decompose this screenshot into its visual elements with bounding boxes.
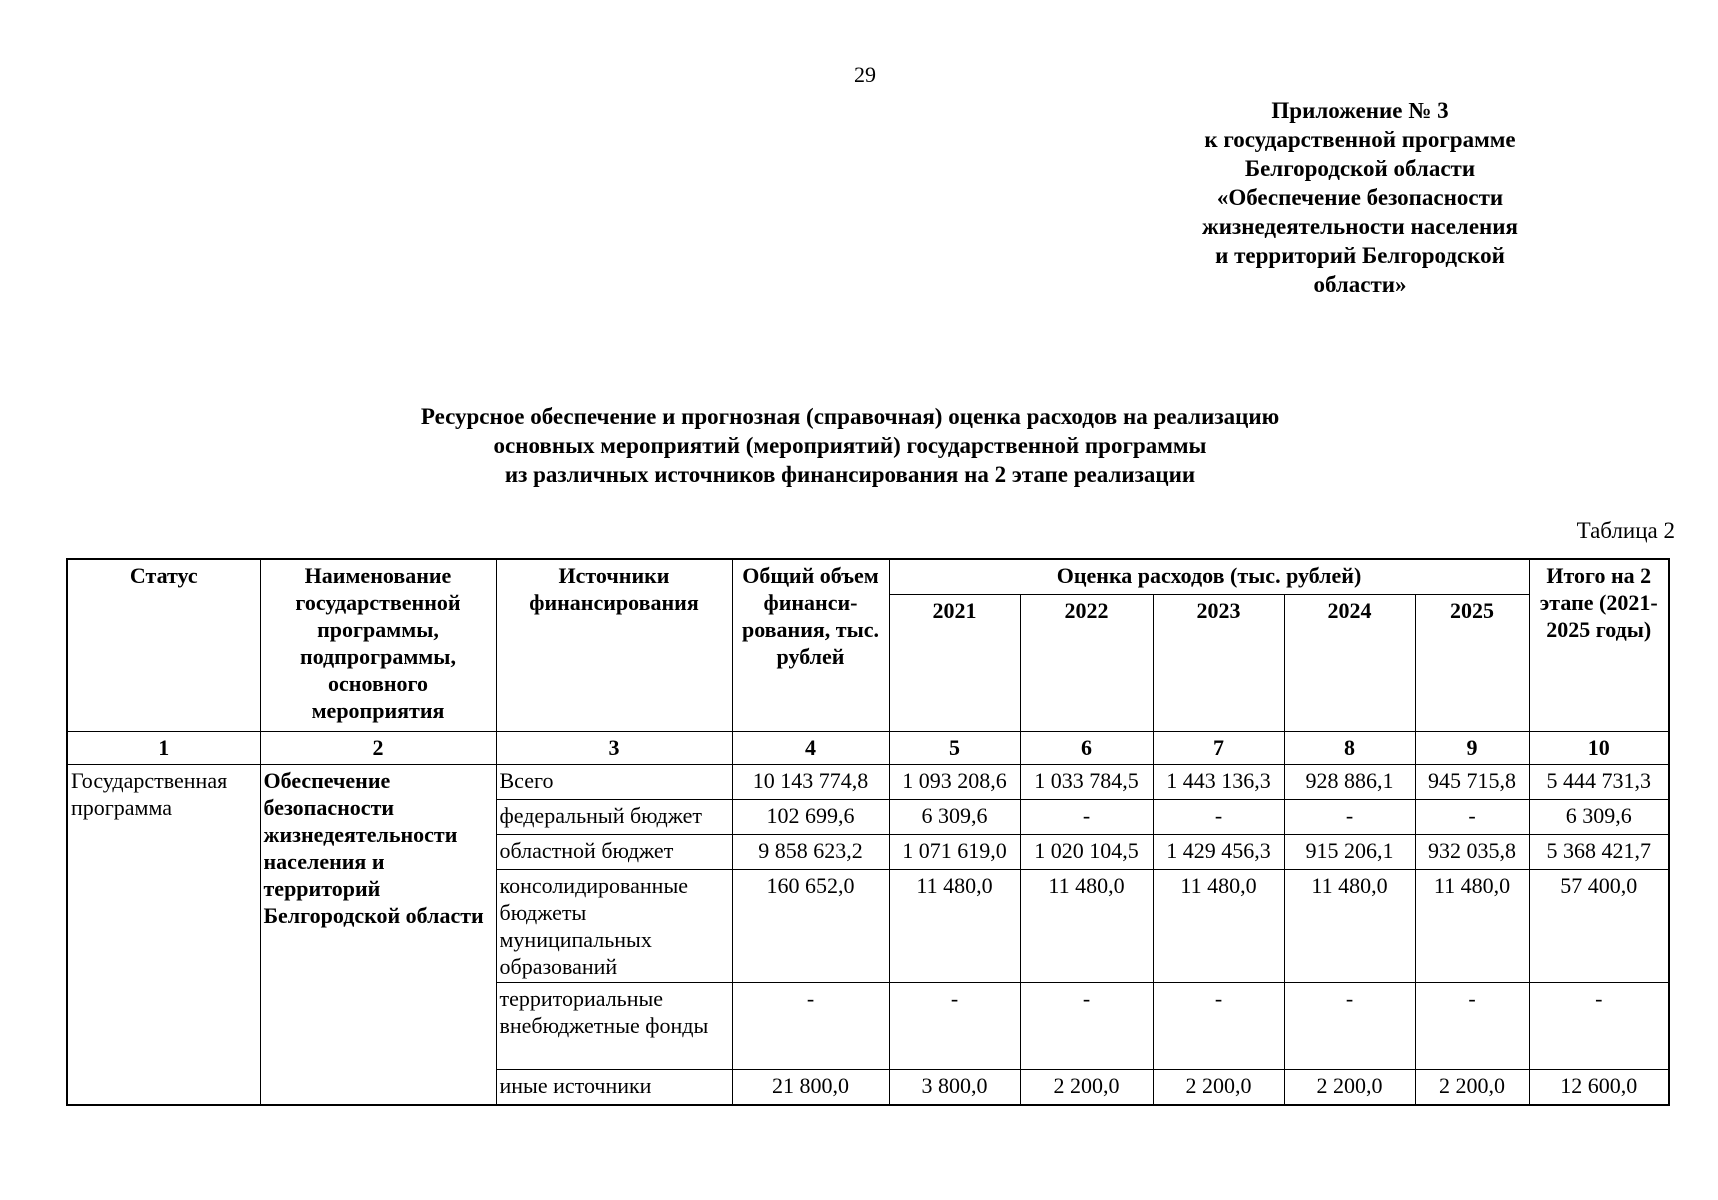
value-cell: 11 480,0 (1153, 870, 1284, 983)
value-cell: 11 480,0 (1020, 870, 1153, 983)
title-line: Ресурсное обеспечение и прогнозная (справочная) оценка расходов на реализацию (420, 404, 1280, 429)
appendix-header (1150, 96, 1570, 299)
header-year: 2022 (1020, 595, 1153, 732)
value-cell: - (1284, 983, 1415, 1070)
source-cell: федеральный бюджет (496, 800, 732, 835)
column-number: 5 (889, 732, 1020, 765)
value-cell: 57 400,0 (1529, 870, 1669, 983)
appendix-line: жизнедеятельности населения (1202, 214, 1518, 239)
column-number: 1 (67, 732, 260, 765)
table-row (67, 765, 1669, 800)
column-number: 4 (732, 732, 889, 765)
value-cell: 5 444 731,3 (1529, 765, 1669, 800)
value-cell: 6 309,6 (1529, 800, 1669, 835)
document-title (200, 402, 1500, 489)
value-cell: 1 071 619,0 (889, 835, 1020, 870)
value-cell: 2 200,0 (1020, 1070, 1153, 1106)
value-cell: 1 429 456,3 (1153, 835, 1284, 870)
value-cell: 160 652,0 (732, 870, 889, 983)
header-name: Наименование государственной программы, подпрограммы, основного мероприятия (260, 559, 496, 732)
title-line: из различных источников финансирования на 2 этапе реализации (504, 462, 1196, 487)
value-cell: 2 200,0 (1153, 1070, 1284, 1106)
value-cell: 10 143 774,8 (732, 765, 889, 800)
value-cell: 2 200,0 (1284, 1070, 1415, 1106)
column-numbers-row (67, 732, 1669, 765)
value-cell: - (1284, 800, 1415, 835)
value-cell: - (1415, 983, 1529, 1070)
value-cell: 11 480,0 (1415, 870, 1529, 983)
table-label: Таблица 2 (1576, 518, 1675, 543)
value-cell: 11 480,0 (1284, 870, 1415, 983)
column-number: 6 (1020, 732, 1153, 765)
header-sources: Источники финансирования (496, 559, 732, 732)
header-year: 2024 (1284, 595, 1415, 732)
appendix-line: Приложение № 3 (1271, 98, 1449, 123)
header-year: 2023 (1153, 595, 1284, 732)
value-cell: 12 600,0 (1529, 1070, 1669, 1106)
value-cell: 928 886,1 (1284, 765, 1415, 800)
source-cell: территориальные внебюджетные фонды (496, 983, 732, 1070)
value-cell: - (1153, 800, 1284, 835)
value-cell: 21 800,0 (732, 1070, 889, 1106)
source-cell: иные источники (496, 1070, 732, 1106)
value-cell: 1 033 784,5 (1020, 765, 1153, 800)
source-cell: областной бюджет (496, 835, 732, 870)
source-cell: Всего (496, 765, 732, 800)
value-cell: 3 800,0 (889, 1070, 1020, 1106)
value-cell: - (732, 983, 889, 1070)
program-name-cell: Обеспечение безопасности жизнедеятельности населения и территорий Белгородской области (260, 765, 496, 1106)
header-year: 2021 (889, 595, 1020, 732)
page-number: 29 (854, 62, 876, 87)
source-cell: консолидированные бюджеты муниципальных образований (496, 870, 732, 983)
value-cell: 915 206,1 (1284, 835, 1415, 870)
value-cell: 9 858 623,2 (732, 835, 889, 870)
column-number: 7 (1153, 732, 1284, 765)
appendix-line: области» (1313, 272, 1407, 297)
value-cell: 1 443 136,3 (1153, 765, 1284, 800)
column-number: 9 (1415, 732, 1529, 765)
value-cell: - (1153, 983, 1284, 1070)
status-cell: Государственная программа (67, 765, 260, 1106)
appendix-line: и территорий Белгородской (1215, 243, 1505, 268)
header-status: Статус (67, 559, 260, 732)
value-cell: 1 020 104,5 (1020, 835, 1153, 870)
appendix-line: Белгородской области (1244, 156, 1476, 181)
value-cell: - (1415, 800, 1529, 835)
value-cell: 11 480,0 (889, 870, 1020, 983)
value-cell: - (1529, 983, 1669, 1070)
value-cell: 6 309,6 (889, 800, 1020, 835)
header-estimate: Оценка расходов (тыс. рублей) (889, 559, 1529, 595)
value-cell: - (889, 983, 1020, 1070)
appendix-line: к государственной программе (1204, 127, 1516, 152)
value-cell: 102 699,6 (732, 800, 889, 835)
appendix-line: «Обеспечение безопасности (1216, 185, 1504, 210)
title-line: основных мероприятий (мероприятий) государственной программы (493, 433, 1207, 458)
value-cell: 2 200,0 (1415, 1070, 1529, 1106)
value-cell: 945 715,8 (1415, 765, 1529, 800)
header-year: 2025 (1415, 595, 1529, 732)
column-number: 3 (496, 732, 732, 765)
header-stage-total: Итого на 2 этапе (2021-2025 годы) (1529, 559, 1669, 732)
value-cell: - (1020, 800, 1153, 835)
column-number: 10 (1529, 732, 1669, 765)
column-number: 8 (1284, 732, 1415, 765)
budget-table (66, 558, 1670, 1106)
value-cell: - (1020, 983, 1153, 1070)
column-number: 2 (260, 732, 496, 765)
value-cell: 1 093 208,6 (889, 765, 1020, 800)
value-cell: 932 035,8 (1415, 835, 1529, 870)
header-total-volume: Общий объем финанси-рования, тыс. рублей (732, 559, 889, 732)
value-cell: 5 368 421,7 (1529, 835, 1669, 870)
